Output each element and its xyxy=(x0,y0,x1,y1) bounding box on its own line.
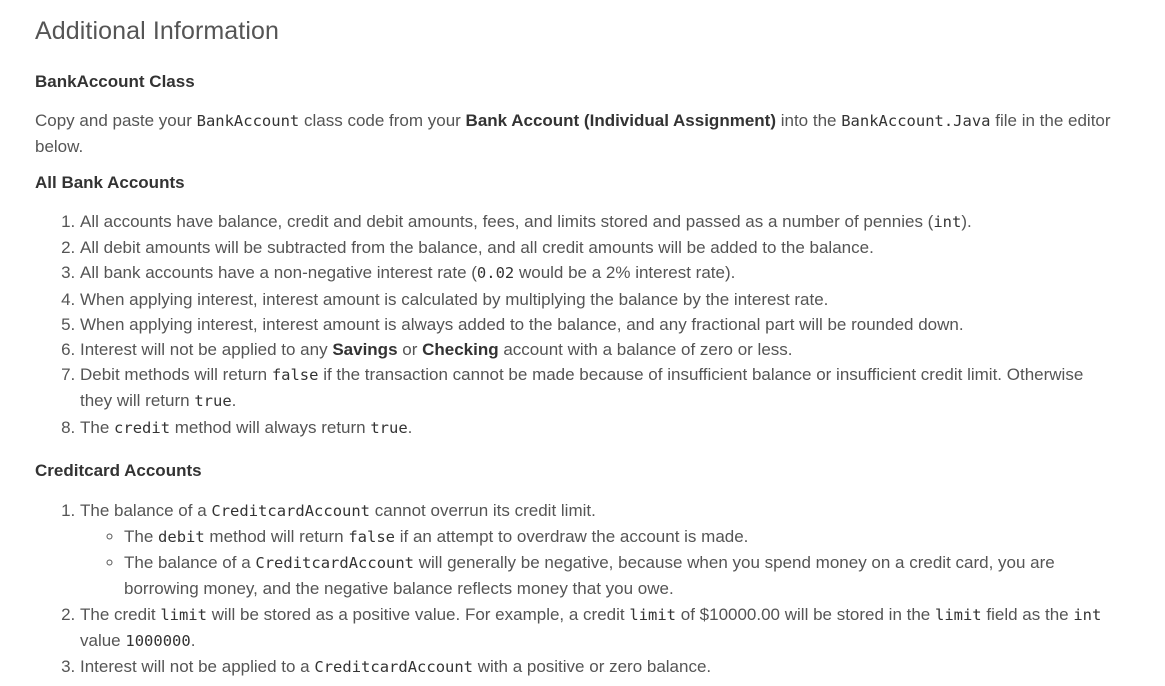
text: The credit xyxy=(80,604,161,624)
creditcard-accounts-heading: Creditcard Accounts xyxy=(35,460,202,480)
all-bank-accounts-heading: All Bank Accounts xyxy=(35,173,185,192)
code-creditcardaccount: CreditcardAccount xyxy=(314,658,474,677)
text: if the transaction cannot be made because of insufficient balance or insufficient credit limit. Otherwise they will return xyxy=(80,365,1084,411)
text: into the xyxy=(775,111,842,130)
savings-label: Savings xyxy=(332,340,398,360)
code-false: false xyxy=(271,366,319,385)
text: All bank accounts have a non-negative interest rate ( xyxy=(80,263,477,283)
text: The xyxy=(124,527,159,547)
text: will generally be negative, because when you spend money on a credit card, you are borrowing money, and the negative balance reflects money that you owe. xyxy=(124,553,1055,599)
code-rate: 0.02 xyxy=(476,264,515,283)
list-item xyxy=(80,362,1115,414)
text: All accounts have balance, credit and debit amounts, fees, and limits stored and passed as a number of pennies ( xyxy=(80,212,934,231)
text: method will always return xyxy=(170,417,371,437)
text: field as the xyxy=(981,604,1074,624)
text: value xyxy=(80,630,126,650)
code-limit: limit xyxy=(160,605,207,624)
text: cannot overrun its credit limit. xyxy=(370,500,596,520)
list-item xyxy=(80,209,1115,235)
text: The balance of a xyxy=(80,500,212,520)
text: Interest will not be applied to a xyxy=(80,657,315,677)
creditcard-sublist xyxy=(80,524,1115,602)
list-item xyxy=(80,498,1115,602)
text: class code from your xyxy=(299,111,466,130)
code-limit: limit xyxy=(629,605,677,624)
list-item xyxy=(80,602,1115,654)
code-int: int xyxy=(933,213,962,231)
text: . xyxy=(190,630,196,650)
code-creditcardaccount: CreditcardAccount xyxy=(255,554,415,573)
code-filename: BankAccount.Java xyxy=(841,112,991,130)
text: Debit methods will return xyxy=(80,365,272,385)
page-title: Additional Information xyxy=(35,17,280,45)
text: Copy and paste your xyxy=(35,111,197,130)
text: ). xyxy=(961,212,972,231)
sublist-item xyxy=(124,550,1115,601)
code-value: 1000000 xyxy=(125,631,191,650)
code-limit: limit xyxy=(934,605,982,624)
list-item xyxy=(80,415,1115,441)
code-creditcardaccount: CreditcardAccount xyxy=(211,501,371,520)
code-false: false xyxy=(348,528,395,547)
text: of $10000.00 will be stored in the xyxy=(676,604,935,624)
code-true: true xyxy=(370,418,408,437)
text: will be stored as a positive value. For example, a credit xyxy=(206,604,630,624)
code-bankaccount: BankAccount xyxy=(196,112,300,130)
text: . xyxy=(407,417,413,437)
code-credit: credit xyxy=(114,418,171,437)
code-true: true xyxy=(194,392,232,411)
text: would be a 2% interest rate). xyxy=(514,263,736,283)
checking-label: Checking xyxy=(422,340,499,360)
sublist-item xyxy=(124,524,1115,550)
creditcard-accounts-section xyxy=(35,459,1115,680)
list-item: 4. When applying interest, interest amount is calculated by multiplying the balance by the interest rate. xyxy=(80,287,1115,312)
list-item: 2. All debit amounts will be subtracted from the balance, and all credit amounts will be added to the balance. xyxy=(80,235,1115,260)
list-item: 5. When applying interest, interest amount is always added to the balance, and any fractional part will be rounded down. xyxy=(80,312,1115,337)
creditcard-accounts-list xyxy=(35,498,1115,680)
text: method will return xyxy=(204,527,349,547)
text: file in the editor below. xyxy=(35,111,1111,156)
text: if an attempt to overdraw the account is made. xyxy=(395,527,749,547)
list-item xyxy=(80,260,1115,286)
all-bank-accounts-list xyxy=(35,209,1115,441)
text: The balance of a xyxy=(124,553,256,573)
text: account with a balance of zero or less. xyxy=(498,340,793,360)
text: Interest will not be applied to any xyxy=(80,340,333,360)
all-bank-accounts-section xyxy=(35,171,1115,441)
assignment-name: Bank Account (Individual Assignment) xyxy=(465,111,776,130)
text: or xyxy=(397,340,423,360)
code-int: int xyxy=(1073,605,1102,624)
text: . xyxy=(231,391,237,411)
text: with a positive or zero balance. xyxy=(473,657,712,677)
bankaccount-class-section xyxy=(35,70,1115,159)
list-item xyxy=(80,654,1115,680)
bankaccount-class-paragraph xyxy=(35,108,1115,159)
code-debit: debit xyxy=(158,528,205,547)
bankaccount-class-heading: BankAccount Class xyxy=(35,72,195,91)
text: The xyxy=(80,417,115,437)
list-item xyxy=(80,337,1115,362)
